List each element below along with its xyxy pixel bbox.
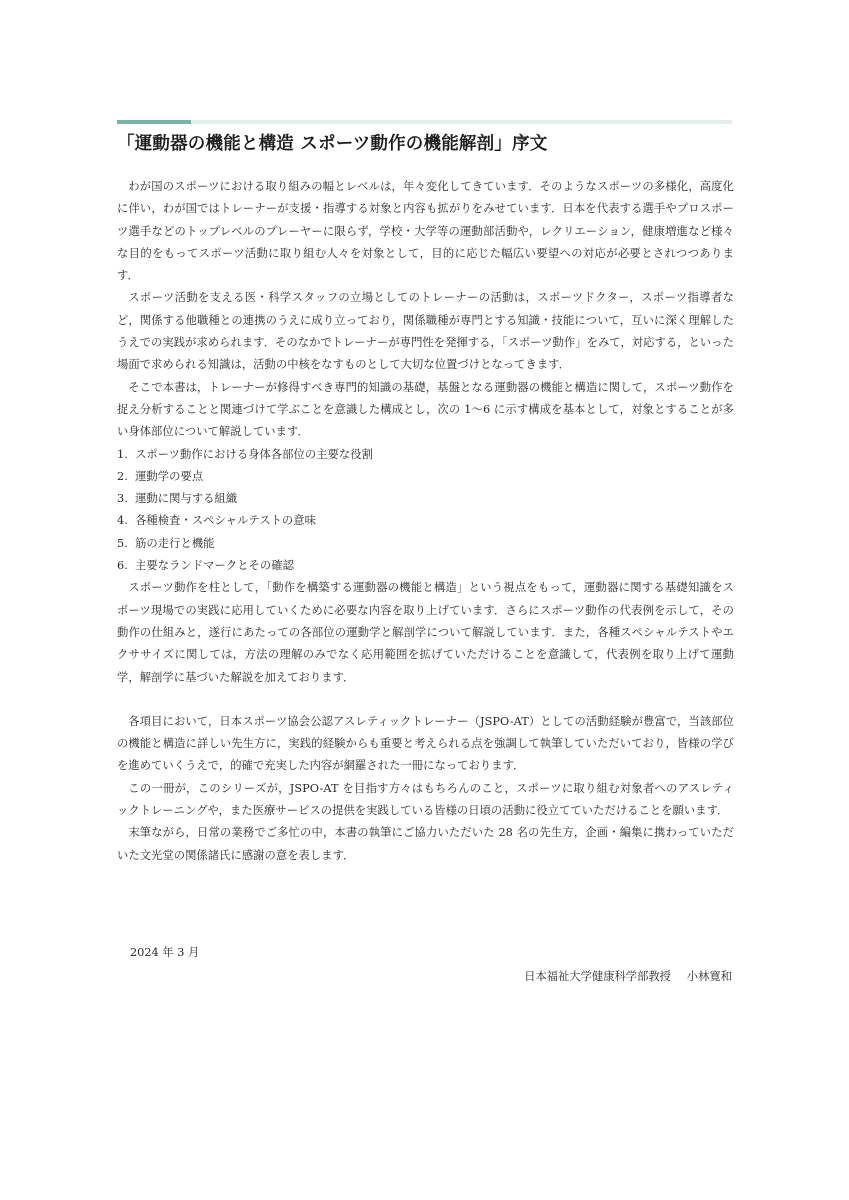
paragraph: スポーツ動作を柱として，「動作を構築する運動器の機能と構造」という視点をもって，運動器に関する基礎知識をスポーツ現場での実践に応用していくために必要な内容を取り上げています．さらにスポーツ動作の代表例を示して，その動作の仕組みと，遂行にあたっての各部位の運動学と解剖学について解説しています．また，各種スペシャルテストやエクササイズに関しては，方法の理解のみでなく応用範囲を拡げていただけることを意識して，代表例を取り上げて運動学，解剖学に基づいた解説を加えております．	[117, 581, 734, 684]
paragraph: スポーツ活動を支える医・科学スタッフの立場としてのトレーナーの活動は，スポーツドクター，スポーツ指導者など，関係する他職種との連携のうえに成り立っており，関係職種が専門とする知識・技能について，互いに深く理解したうえでの実践が求められます．そのなかでトレーナーが専門性を発揮する，「スポーツ動作」をみて，対応する，といった場面で求められる知識は，活動の中核をなすものとして大切な位置づけとなってきます．	[117, 291, 734, 372]
list-item	[117, 555, 734, 577]
header-rule	[117, 120, 732, 124]
list-item-text: スポーツ動作における身体各部位の主要な役割	[135, 447, 373, 461]
numbered-list	[117, 444, 734, 578]
author-affiliation: 日本福祉大学健康科学部教授	[524, 970, 671, 983]
list-item-text: 各種検査・スペシャルテストの意味	[135, 514, 316, 528]
list-item-text: 主要なランドマークとその確認	[135, 559, 294, 573]
list-item	[117, 533, 734, 555]
header-rule-accent	[117, 120, 191, 124]
paragraph: そこで本書は，トレーナーが修得すべき専門的知識の基礎，基盤となる運動器の機能と構造に関して，スポーツ動作を捉え分析することと関連づけて学ぶことを意識した構成とし，次の 1～6 に示す構成を基本として，対象とすることが多い身体部位について解説しています．	[117, 380, 734, 439]
list-item-number: 5.	[117, 536, 128, 550]
list-item	[117, 510, 734, 532]
signature	[524, 966, 732, 988]
author-name: 小林寛和	[686, 970, 732, 983]
list-item-number: 6.	[117, 559, 128, 573]
list-item-text: 運動に関与する組織	[135, 492, 238, 506]
list-item-text: 運動学の要点	[135, 469, 204, 483]
list-item-number: 4.	[117, 514, 128, 528]
page-title: 「運動器の機能と構造 スポーツ動作の機能解剖」序文	[117, 134, 548, 154]
paragraph-gap	[117, 689, 734, 711]
body-text	[117, 176, 734, 867]
paragraph: 末筆ながら，日常の業務でご多忙の中，本書の執筆にご協力いただいた 28 名の先生方，企画・編集に携わっていただいた文光堂の関係諸氏に感謝の意を表します．	[117, 826, 734, 862]
list-item-number: 3.	[117, 492, 128, 506]
paragraph: この一冊が，このシリーズが，JSPO-AT を目指す方々はもちろんのこと，スポーツに取り組む対象者へのアスレティックトレーニングや，また医療サービスの提供を実践している皆様の日頃の活動に役立てていただけることを願います．	[117, 781, 734, 818]
list-item-number: 2.	[117, 469, 128, 483]
paragraph: 各項目において，日本スポーツ協会公認アスレティックトレーナー（JSPO-AT）としての活動経験が豊富で，当該部位の機能と構造に詳しい先生方に，実践的経験からも重要と考えられる点を強調して執筆していただいており，皆様の学びを進めていくうえで，的確で充実した内容が網羅された一冊になっております．	[117, 714, 734, 773]
list-item	[117, 444, 734, 466]
list-item	[117, 488, 734, 510]
list-item-number: 1.	[117, 447, 128, 461]
list-item-text: 筋の走行と機能	[135, 536, 215, 550]
date: 2024 年 3 月	[130, 946, 200, 959]
list-item	[117, 466, 734, 488]
paragraph: わが国のスポーツにおける取り組みの幅とレベルは，年々変化してきています．そのようなスポーツの多様化，高度化に伴い，わが国ではトレーナーが支援・指導する対象と内容も拡がりをみせています．日本を代表する選手やプロスポーツ選手などのトップレベルのプレーヤーに限らず，学校・大学等の運動部活動や，レクリエーション，健康増進など様々な目的をもってスポーツ活動に取り組む人々を対象として，目的に応じた幅広い要望への対応が必要とされつつあります．	[117, 180, 734, 283]
